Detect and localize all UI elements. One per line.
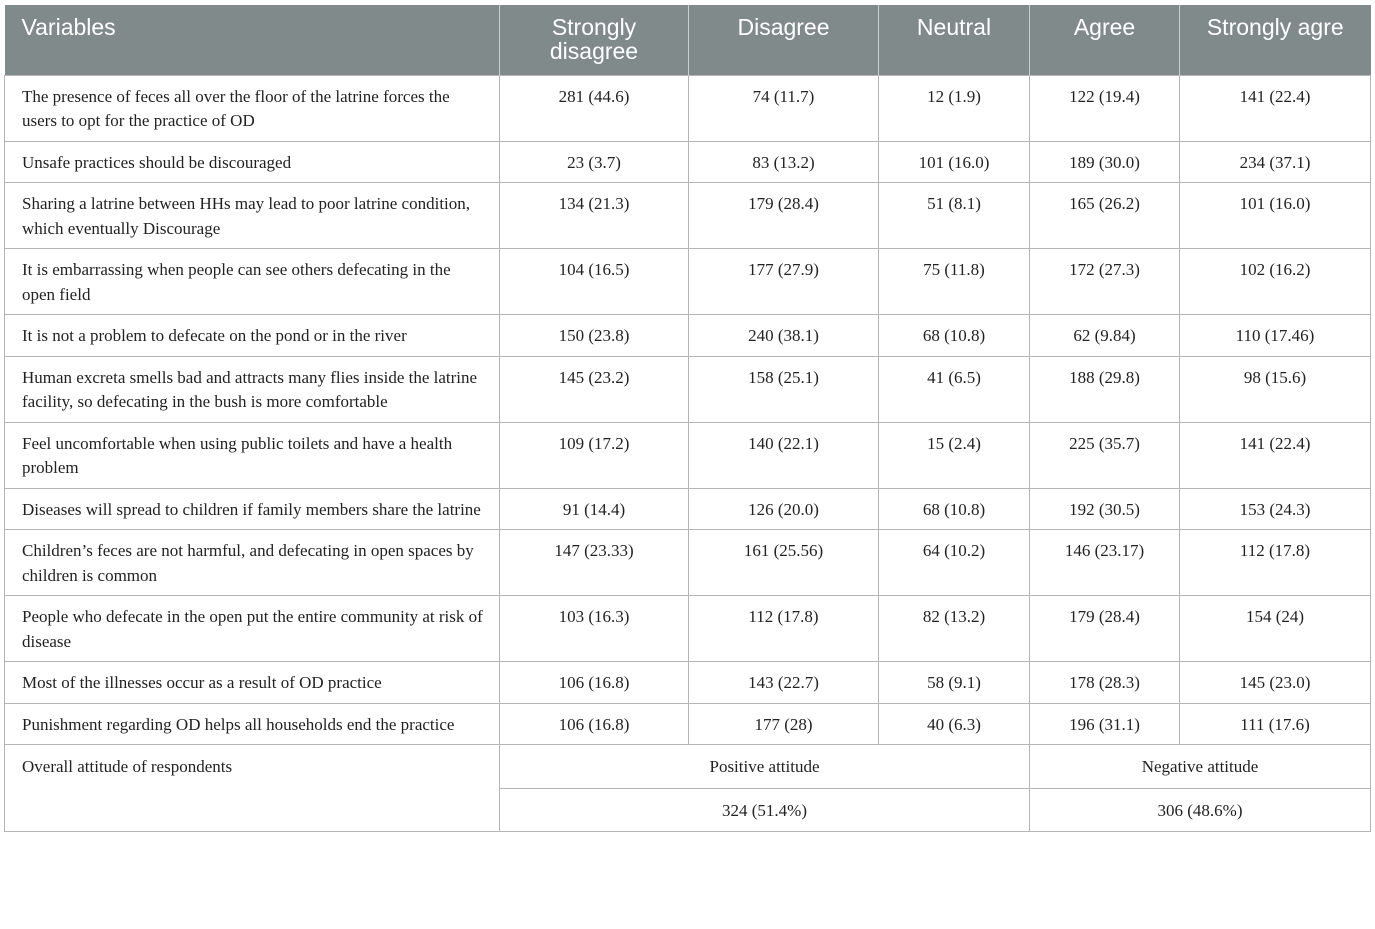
row-cell-value: 58 (9.1)	[879, 662, 1030, 704]
row-cell-value: 12 (1.9)	[879, 75, 1030, 141]
row-cell-value: 281 (44.6)	[500, 75, 689, 141]
row-cell-value: 172 (27.3)	[1030, 249, 1180, 315]
row-variable-label: Unsafe practices should be discouraged	[5, 141, 500, 183]
row-cell-value: 165 (26.2)	[1030, 183, 1180, 249]
row-cell-value: 188 (29.8)	[1030, 356, 1180, 422]
row-cell-value: 140 (22.1)	[689, 422, 879, 488]
row-cell-value: 154 (24)	[1180, 596, 1371, 662]
row-cell-value: 126 (20.0)	[689, 488, 879, 530]
row-cell-value: 40 (6.3)	[879, 703, 1030, 745]
row-cell-value: 103 (16.3)	[500, 596, 689, 662]
table-row	[5, 249, 1371, 315]
negative-attitude-value: 306 (48.6%)	[1030, 788, 1371, 832]
row-cell-value: 106 (16.8)	[500, 662, 689, 704]
table-row	[5, 315, 1371, 357]
row-cell-value: 145 (23.2)	[500, 356, 689, 422]
row-cell-value: 150 (23.8)	[500, 315, 689, 357]
summary-label: Overall attitude of respondents	[5, 745, 500, 832]
row-cell-value: 64 (10.2)	[879, 530, 1030, 596]
row-cell-value: 98 (15.6)	[1180, 356, 1371, 422]
table-row	[5, 662, 1371, 704]
row-cell-value: 177 (28)	[689, 703, 879, 745]
row-cell-value: 102 (16.2)	[1180, 249, 1371, 315]
row-variable-label: Children’s feces are not harmful, and defecating in open spaces by children is common	[5, 530, 500, 596]
row-cell-value: 110 (17.46)	[1180, 315, 1371, 357]
row-cell-value: 192 (30.5)	[1030, 488, 1180, 530]
row-cell-value: 82 (13.2)	[879, 596, 1030, 662]
table-row	[5, 183, 1371, 249]
row-cell-value: 111 (17.6)	[1180, 703, 1371, 745]
table-row	[5, 356, 1371, 422]
row-cell-value: 23 (3.7)	[500, 141, 689, 183]
row-cell-value: 75 (11.8)	[879, 249, 1030, 315]
header-row	[5, 5, 1371, 75]
row-cell-value: 141 (22.4)	[1180, 75, 1371, 141]
row-cell-value: 15 (2.4)	[879, 422, 1030, 488]
row-cell-value: 74 (11.7)	[689, 75, 879, 141]
row-cell-value: 104 (16.5)	[500, 249, 689, 315]
positive-attitude-value: 324 (51.4%)	[500, 788, 1030, 832]
row-variable-label: Feel uncomfortable when using public toilets and have a health problem	[5, 422, 500, 488]
row-cell-value: 62 (9.84)	[1030, 315, 1180, 357]
row-cell-value: 101 (16.0)	[879, 141, 1030, 183]
row-variable-label: Punishment regarding OD helps all households end the practice	[5, 703, 500, 745]
row-variable-label: Most of the illnesses occur as a result of OD practice	[5, 662, 500, 704]
positive-attitude-label: Positive attitude	[500, 745, 1030, 789]
row-variable-label: Human excreta smells bad and attracts many flies inside the latrine facility, so defecating in the bush is more comfortable	[5, 356, 500, 422]
row-cell-value: 147 (23.33)	[500, 530, 689, 596]
row-cell-value: 91 (14.4)	[500, 488, 689, 530]
row-variable-label: People who defecate in the open put the entire community at risk of disease	[5, 596, 500, 662]
table-row	[5, 422, 1371, 488]
row-variable-label: Sharing a latrine between HHs may lead to poor latrine condition, which eventually Discourage	[5, 183, 500, 249]
row-cell-value: 225 (35.7)	[1030, 422, 1180, 488]
row-cell-value: 161 (25.56)	[689, 530, 879, 596]
row-cell-value: 179 (28.4)	[1030, 596, 1180, 662]
row-cell-value: 234 (37.1)	[1180, 141, 1371, 183]
row-cell-value: 189 (30.0)	[1030, 141, 1180, 183]
row-cell-value: 134 (21.3)	[500, 183, 689, 249]
table-row	[5, 141, 1371, 183]
row-cell-value: 145 (23.0)	[1180, 662, 1371, 704]
row-cell-value: 146 (23.17)	[1030, 530, 1180, 596]
negative-attitude-label: Negative attitude	[1030, 745, 1371, 789]
row-cell-value: 141 (22.4)	[1180, 422, 1371, 488]
row-cell-value: 51 (8.1)	[879, 183, 1030, 249]
row-cell-value: 83 (13.2)	[689, 141, 879, 183]
row-cell-value: 41 (6.5)	[879, 356, 1030, 422]
row-cell-value: 196 (31.1)	[1030, 703, 1180, 745]
summary-row-labels	[5, 745, 1371, 789]
header-variables: Variables	[5, 5, 500, 75]
header-disagree: Disagree	[689, 5, 879, 75]
row-variable-label: The presence of feces all over the floor of the latrine forces the users to opt for the practice of OD	[5, 75, 500, 141]
attitude-table-container	[4, 5, 1370, 832]
row-cell-value: 112 (17.8)	[689, 596, 879, 662]
table-row	[5, 75, 1371, 141]
table-row	[5, 703, 1371, 745]
row-variable-label: It is embarrassing when people can see others defecating in the open field	[5, 249, 500, 315]
table-row	[5, 530, 1371, 596]
row-cell-value: 240 (38.1)	[689, 315, 879, 357]
header-neutral: Neutral	[879, 5, 1030, 75]
table-body	[5, 75, 1371, 832]
row-variable-label: Diseases will spread to children if family members share the latrine	[5, 488, 500, 530]
row-cell-value: 101 (16.0)	[1180, 183, 1371, 249]
row-cell-value: 177 (27.9)	[689, 249, 879, 315]
header-strongly-agree: Strongly agre	[1180, 5, 1371, 75]
header-agree: Agree	[1030, 5, 1180, 75]
table-row	[5, 596, 1371, 662]
row-cell-value: 109 (17.2)	[500, 422, 689, 488]
row-cell-value: 112 (17.8)	[1180, 530, 1371, 596]
table-row	[5, 488, 1371, 530]
table-header	[5, 5, 1371, 75]
row-cell-value: 122 (19.4)	[1030, 75, 1180, 141]
row-cell-value: 68 (10.8)	[879, 315, 1030, 357]
header-strongly-disagree: Strongly disagree	[500, 5, 689, 75]
attitude-table	[4, 5, 1371, 832]
row-cell-value: 143 (22.7)	[689, 662, 879, 704]
row-cell-value: 153 (24.3)	[1180, 488, 1371, 530]
row-cell-value: 158 (25.1)	[689, 356, 879, 422]
row-variable-label: It is not a problem to defecate on the pond or in the river	[5, 315, 500, 357]
row-cell-value: 179 (28.4)	[689, 183, 879, 249]
row-cell-value: 106 (16.8)	[500, 703, 689, 745]
row-cell-value: 178 (28.3)	[1030, 662, 1180, 704]
row-cell-value: 68 (10.8)	[879, 488, 1030, 530]
